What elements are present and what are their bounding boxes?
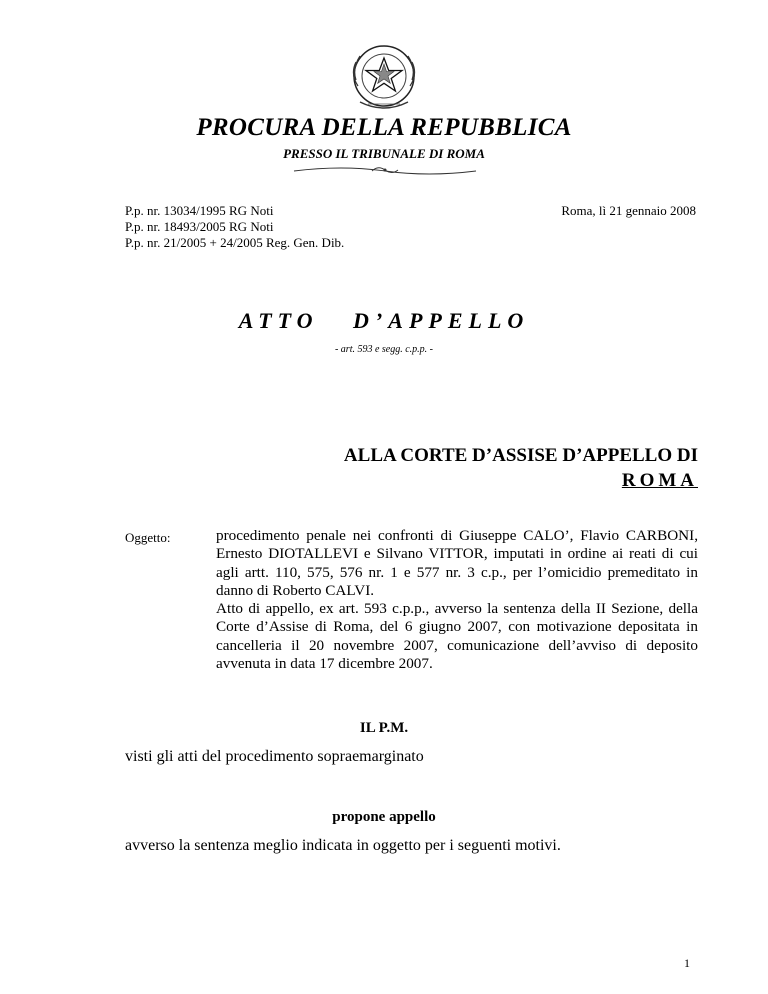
document-date: Roma, lì 21 gennaio 2008 bbox=[561, 203, 696, 218]
case-reference: P.p. nr. 21/2005 + 24/2005 Reg. Gen. Dib. bbox=[125, 235, 345, 250]
act-subtitle: - art. 593 e segg. c.p.p. - bbox=[334, 344, 434, 355]
appeal-text: avverso la sentenza meglio indicata in oggetto per i seguenti motivi. bbox=[125, 837, 561, 854]
case-references bbox=[125, 203, 344, 251]
act-title: ATTO D’APPELLO bbox=[238, 308, 530, 333]
pm-text: visti gli atti del procedimento sopraemarginato bbox=[125, 748, 424, 765]
case-reference: P.p. nr. 13034/1995 RG Noti bbox=[125, 203, 274, 218]
subject-body bbox=[216, 527, 698, 673]
subject-paragraph: procedimento penale nei confronti di Giuseppe CALO’, Flavio CARBONI, Ernesto DIOTALLEVI e Silvano VITTOR, imputati in ordine ai reati di cui agli artt. 110, 575, 576 nr. 1 e 577 nr. 3 c.p., per l’omicidio premeditato in danno di Roberto CALVI. bbox=[216, 527, 698, 599]
subject-paragraph: Atto di appello, ex art. 593 c.p.p., avverso la sentenza della II Sezione, della Corte d’Assise di Roma, del 6 giugno 2007, con motivazione depositata in cancelleria il 20 novembre 2007, comunicazione dell’avviso di deposito avvenuta in data 17 dicembre 2007. bbox=[216, 600, 698, 673]
court-city: ROMA bbox=[621, 470, 698, 491]
office-title: PROCURA DELLA REPUBBLICA bbox=[196, 114, 572, 141]
court-addressee: ALLA CORTE D’ASSISE D’APPELLO DI bbox=[343, 445, 698, 466]
page-number: 1 bbox=[684, 956, 690, 970]
case-reference: P.p. nr. 18493/2005 RG Noti bbox=[125, 219, 274, 234]
italian-republic-emblem-icon bbox=[346, 40, 422, 116]
subject-label: Oggetto: bbox=[125, 530, 171, 545]
appeal-heading: propone appello bbox=[332, 809, 436, 825]
office-subtitle: PRESSO IL TRIBUNALE DI ROMA bbox=[283, 146, 485, 161]
ornamental-divider bbox=[292, 163, 478, 177]
pm-heading: IL P.M. bbox=[359, 720, 409, 736]
